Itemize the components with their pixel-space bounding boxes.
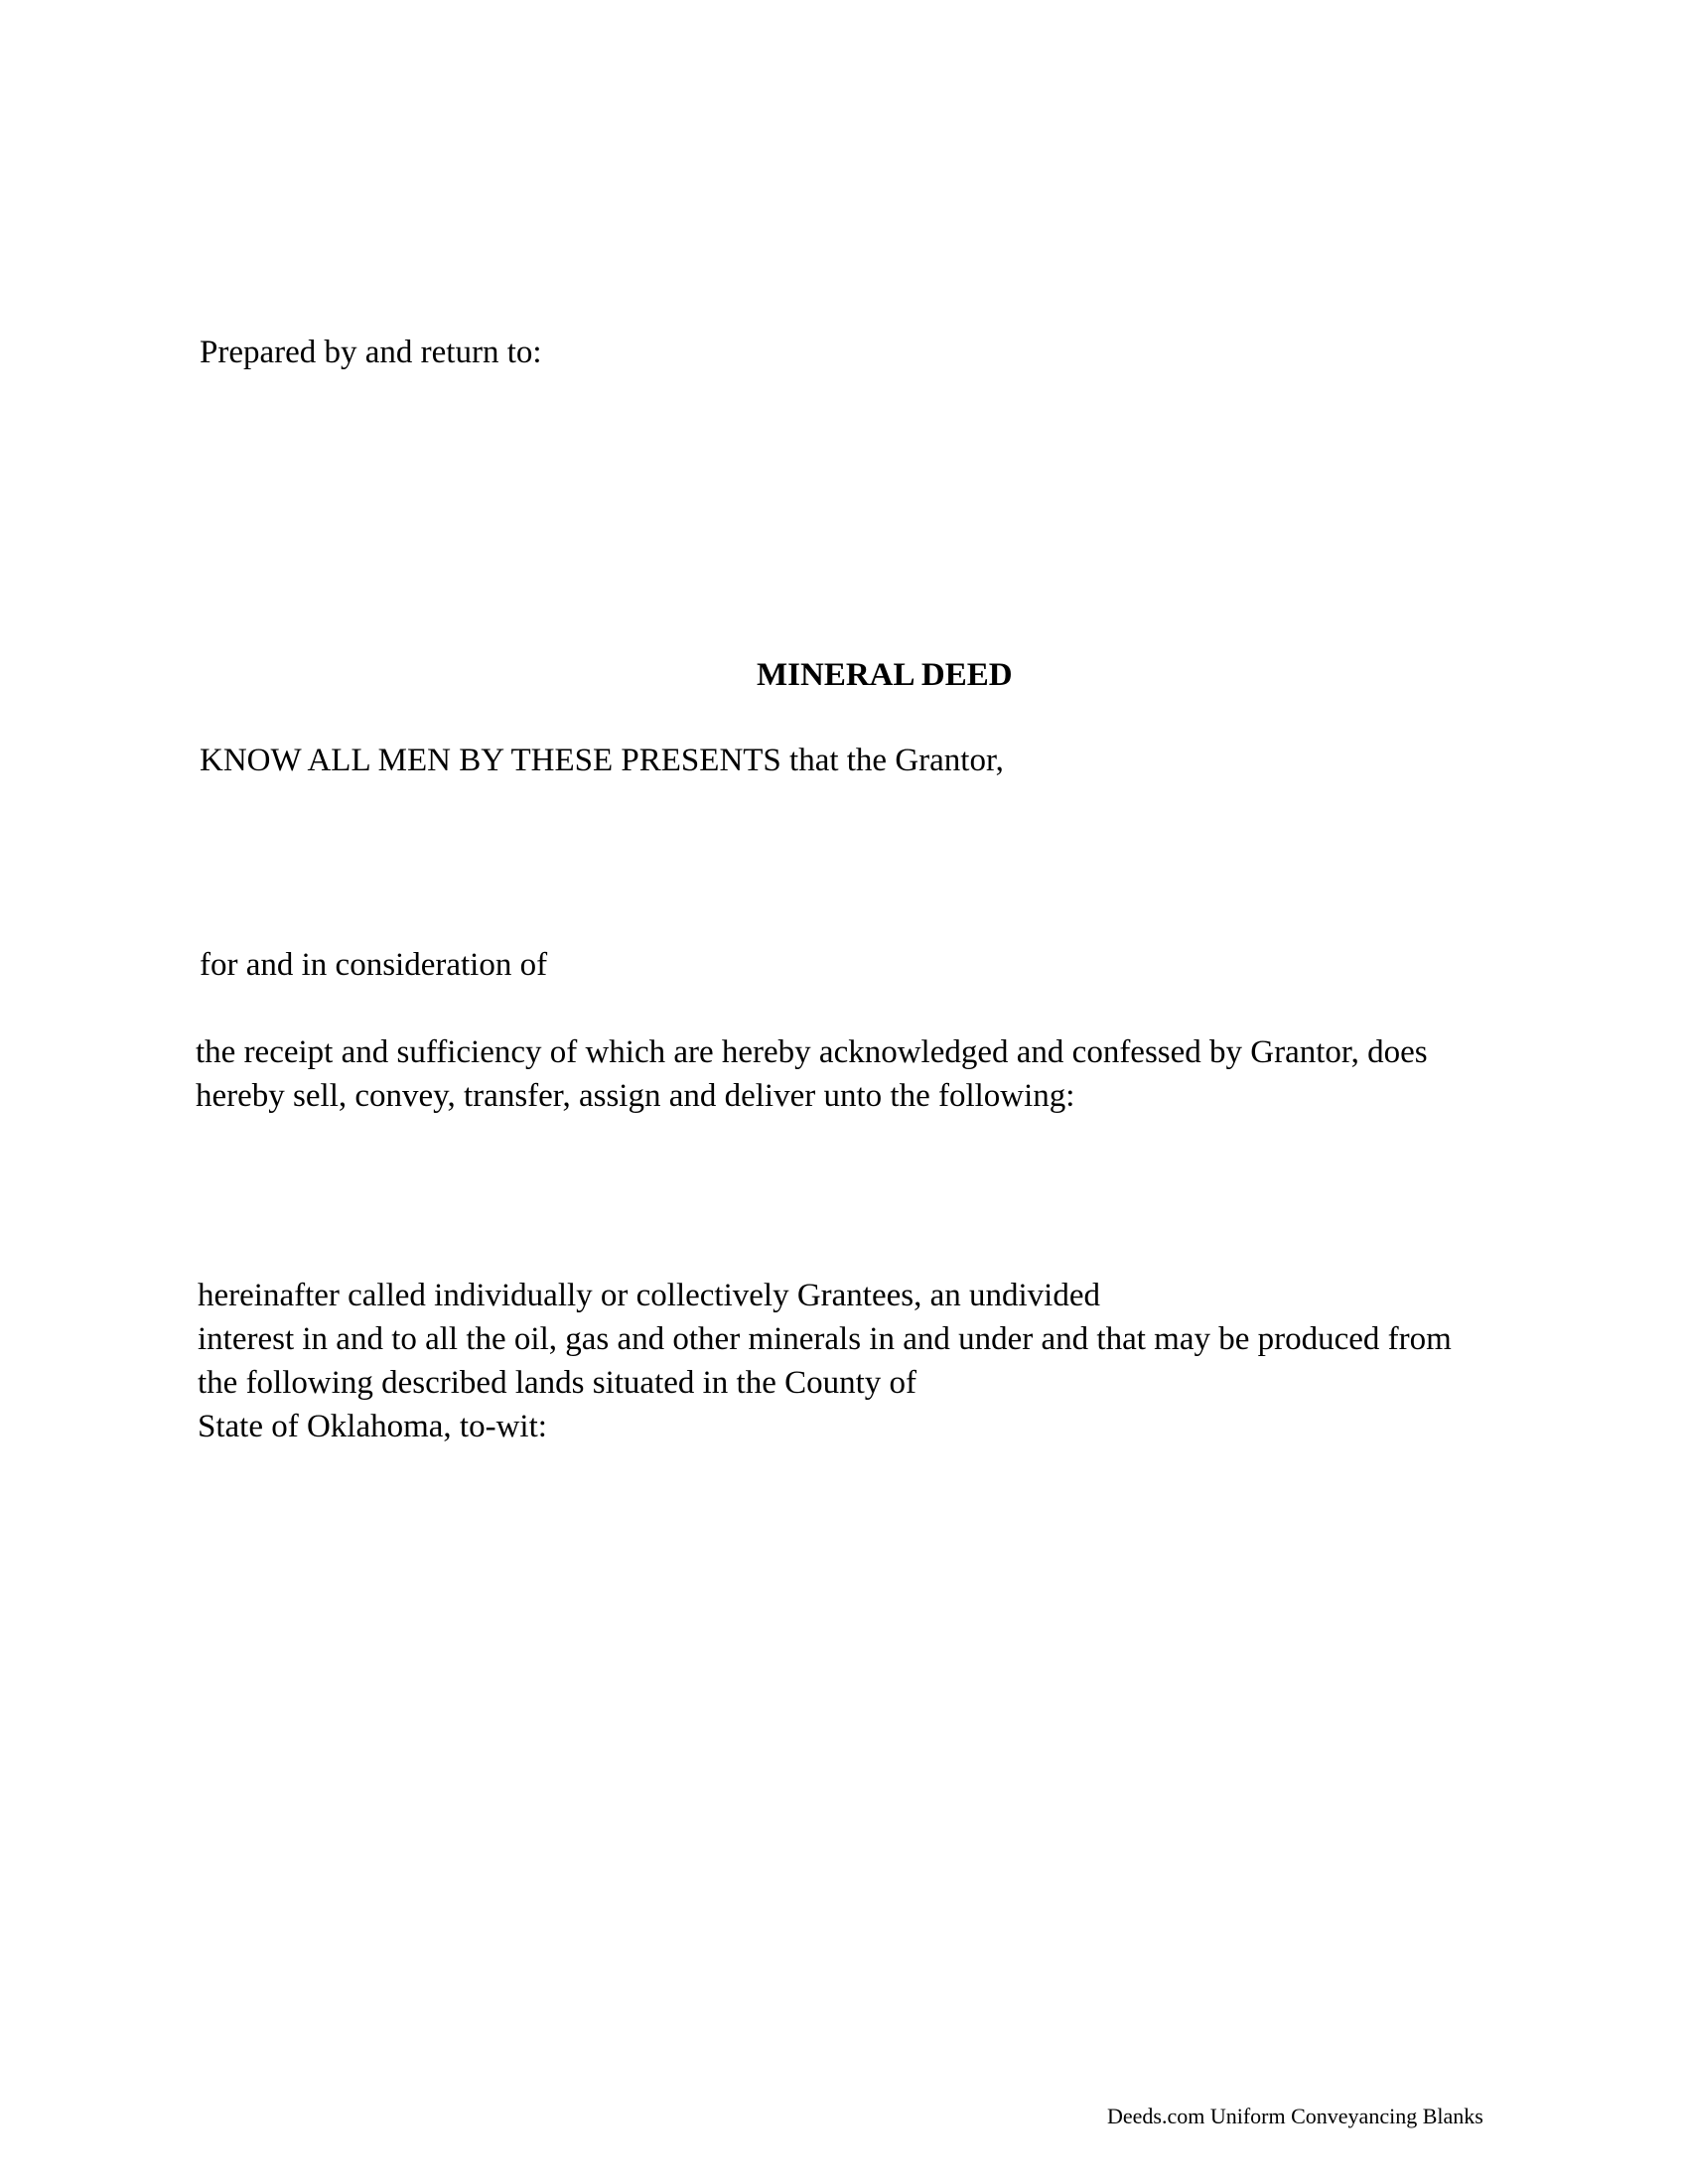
grant-line: hereinafter called individually or collectively Grantees, an undivided — [198, 1278, 1100, 1313]
receipt-line: the receipt and sufficiency of which are hereby acknowledged and confessed by Grantor, does — [196, 1034, 1428, 1070]
grant-line: the following described lands situated in the County of — [198, 1365, 917, 1401]
footer-text: Deeds.com Uniform Conveyancing Blanks — [1107, 2104, 1483, 2128]
intro-statement: KNOW ALL MEN BY THESE PRESENTS that the Grantor, — [200, 743, 1004, 778]
document-title: MINERAL DEED — [757, 657, 1013, 693]
prepared-by-label: Prepared by and return to: — [200, 335, 542, 370]
grant-line: interest in and to all the oil, gas and other minerals in and under and that may be produced from — [198, 1321, 1452, 1357]
consideration-statement: for and in consideration of — [200, 947, 548, 983]
receipt-line: hereby sell, convey, transfer, assign and deliver unto the following: — [196, 1078, 1075, 1114]
grant-line: State of Oklahoma, to-wit: — [198, 1409, 547, 1444]
